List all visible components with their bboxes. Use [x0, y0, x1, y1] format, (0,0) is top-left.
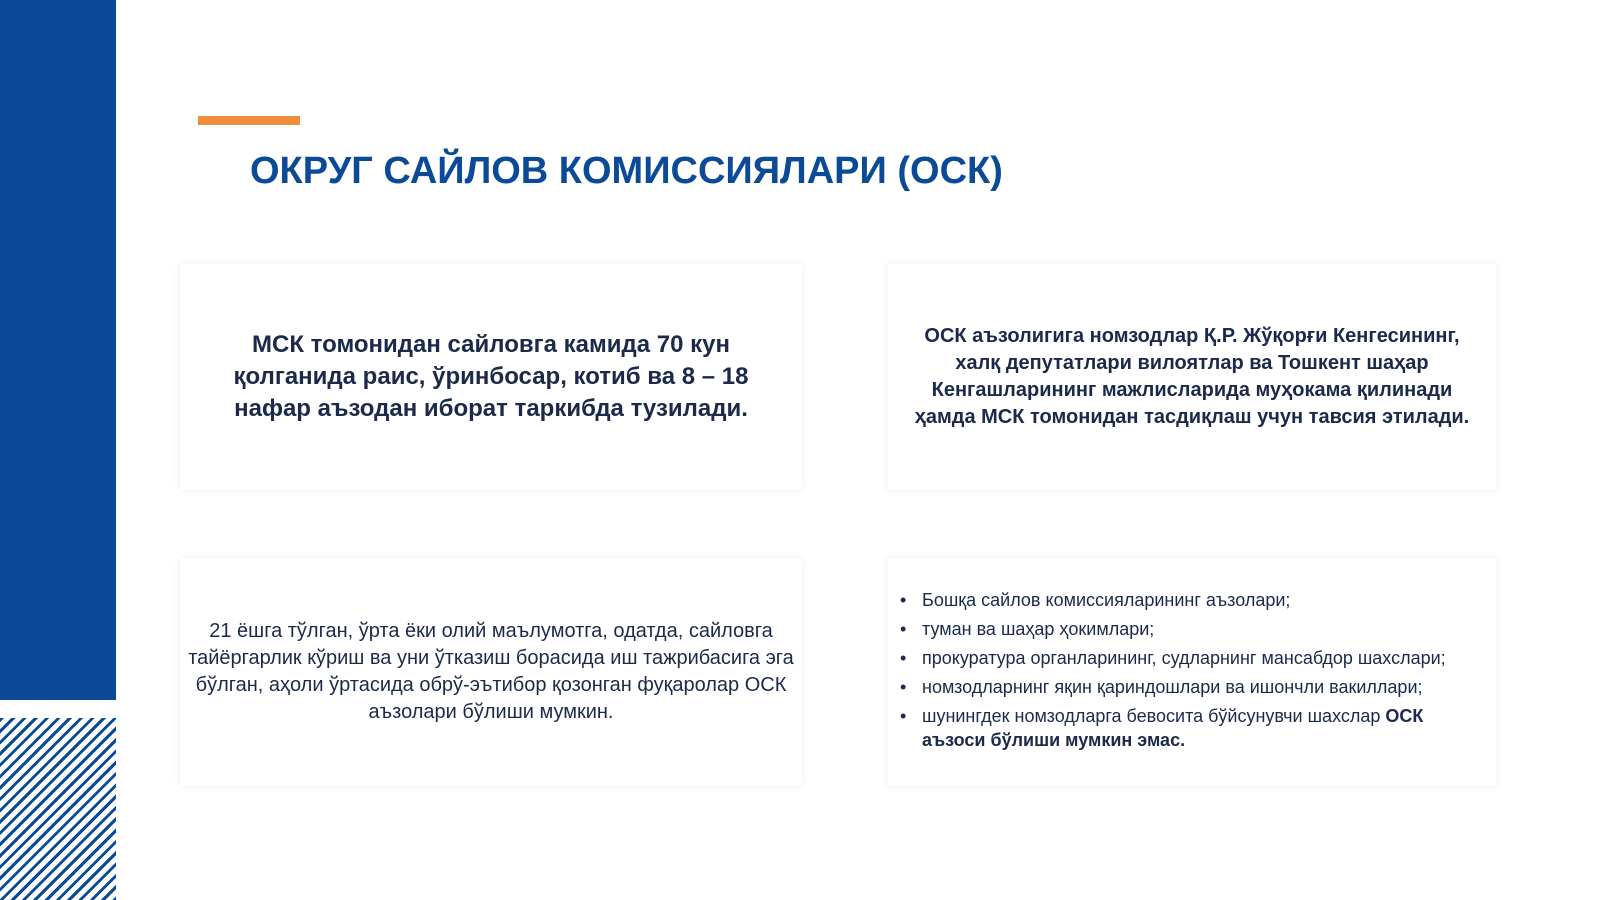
info-card-formation: [180, 264, 802, 490]
list-item-last-bold: ОСК аъзоси бўлиши мумкин эмас.: [922, 705, 1424, 750]
info-card-nomination: [888, 264, 1496, 490]
info-card-eligibility: [180, 558, 802, 786]
list-item: • номзодларнинг яқин қариндошлари ва ишончли вакиллари;: [898, 675, 1482, 699]
side-accent-bar: [0, 0, 116, 700]
card-nomination-text: ОСК аъзолигига номзодлар Қ.Р. Жўқорғи Кенгесининг, халқ депутатлари вилоятлар ва Тошкент шаҳар Кенгашларининг мажлисларида муҳокама қилинади ҳамда МСК томонидан тасдиқлаш учун тавсия этилади.: [914, 325, 1470, 428]
side-stripes-decoration: [0, 718, 116, 900]
card-formation-text: МСК томонидан сайловга камида 70 кун қолганида раис, ўринбосар, котиб ва 8 – 18 нафар аъзодан иборат таркибда тузилади.: [233, 331, 749, 422]
title-accent-line: [198, 116, 300, 125]
list-item: • прокуратура органларининг, судларнинг мансабдор шахслари;: [898, 646, 1482, 670]
restrictions-list: [898, 588, 1482, 757]
list-item-last: [898, 704, 1482, 752]
list-item: • Бошқа сайлов комиссияларининг аъзолари;: [898, 588, 1482, 612]
slide-title: ОКРУГ САЙЛОВ КОМИССИЯЛАРИ (ОСК): [250, 150, 1003, 192]
card-eligibility-text: 21 ёшга тўлган, ўрта ёки олий маълумотга, одатда, сайловга тайёргарлик кўриш ва уни ўтказиш борасида иш тажрибасига эга бўлган, аҳоли ўртасида обрў-эътибор қозонган фуқаролар ОСК аъзолари бўлиши мумкин.: [188, 620, 794, 723]
list-item-last-text: шунингдек номзодларга бевосита бўйсунувчи шахслар: [922, 705, 1381, 726]
list-item: • туман ва шаҳар ҳокимлари;: [898, 617, 1482, 641]
info-card-restrictions: [888, 558, 1496, 786]
